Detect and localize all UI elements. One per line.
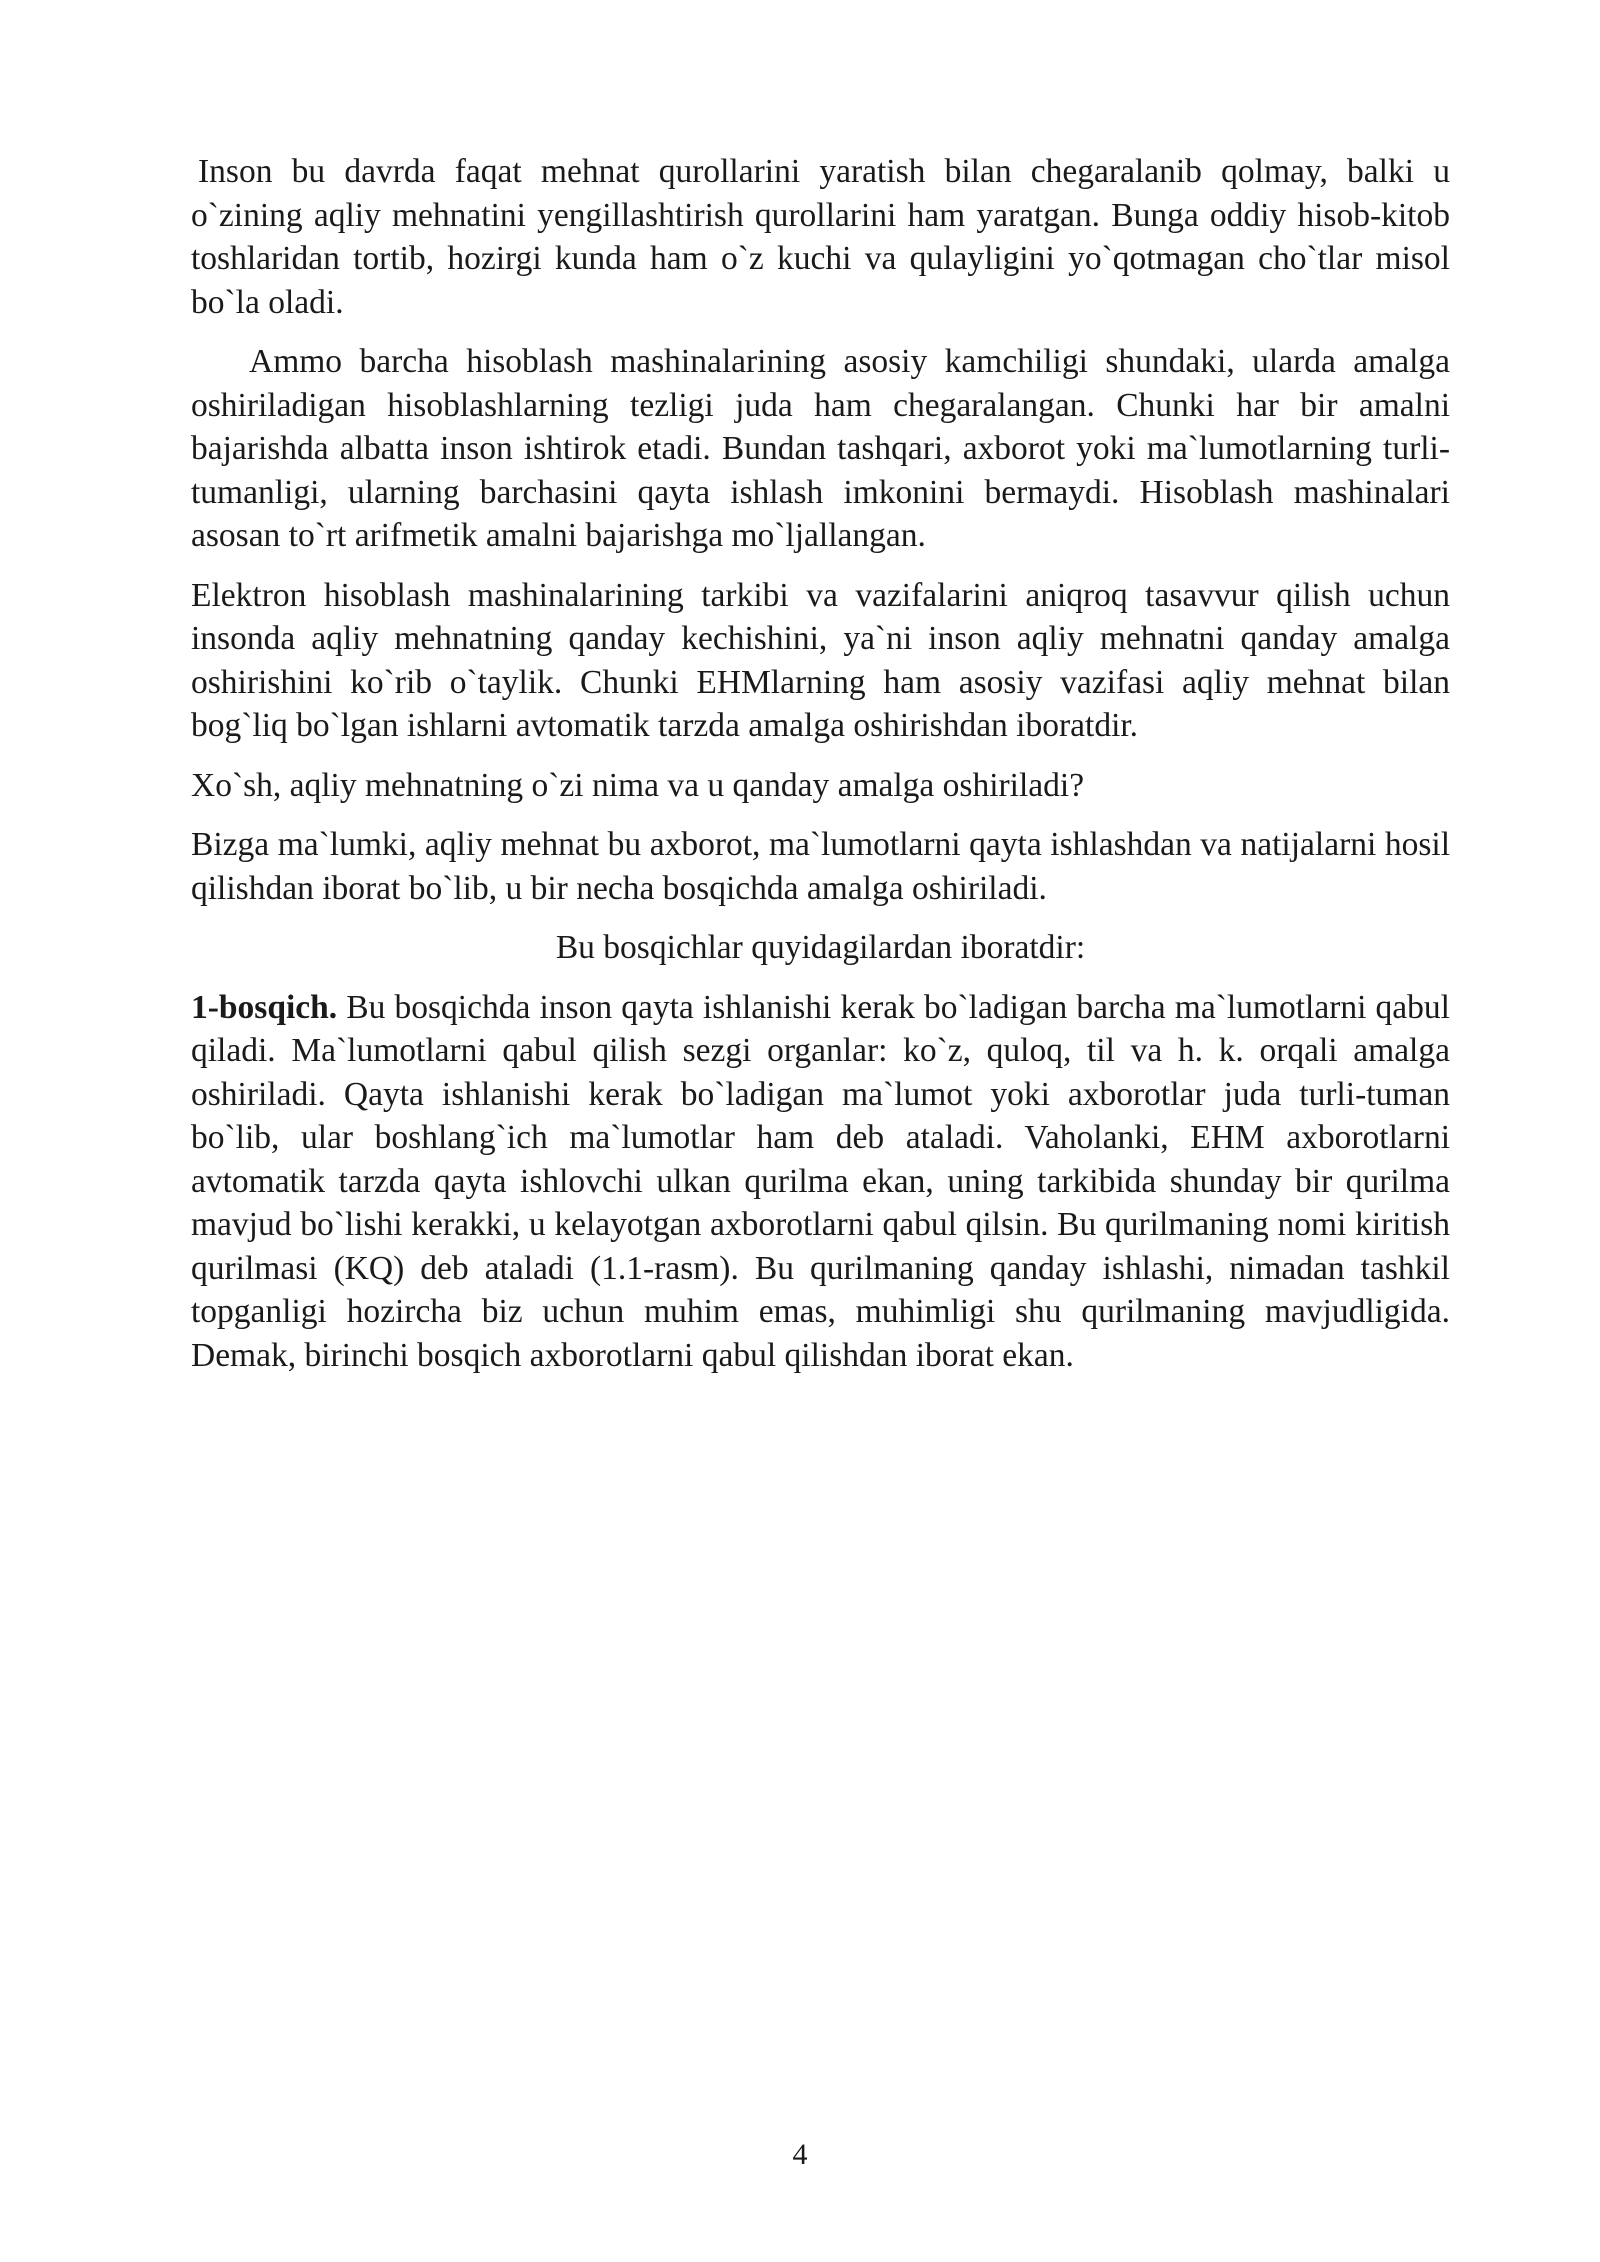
stage-1-text: Bu bosqichda inson qayta ishlanishi kerak bo`ladigan barcha ma`lumotlarni qabul qiladi. Ma`lumotlarni qabul qilish sezgi organlar: ko`z, quloq, til va h. k. orqali amalga oshiriladi. Qayta ishlanishi kerak bo`ladigan ma`lumot yoki axborotlar juda turli-tuman bo`lib, ular boshlang`ich ma`lumotlar ham deb ataladi. Vaholanki, EHM axborotlarni avtomatik tarzda qayta ishlovchi ulkan qurilma ekan, uning tarkibida shunday bir qurilma mavjud bo`lishi kerakki, u kelayotgan axborotlarni qabul qilsin. Bu qurilmaning nomi kiritish qurilmasi (KQ) deb ataladi (1.1-rasm). Bu qurilmaning qanday ishlashi, nimadan tashkil topganligi hozircha biz uchun muhim emas, muhimligi shu qurilmaning mavjudligida. Demak, birinchi bosqich axborotlarni qabul qilishdan iborat ekan.: [191, 988, 1450, 1374]
paragraph-tools-of-mental-labor: Inson bu davrda faqat mehnat qurollarini yaratish bilan chegaralanib qolmay, balki u o`zining aqliy mehnatini yengillashtirish qurollarini ham yaratgan. Bunga oddiy hisob-kitob toshlaridan tortib, hozirgi kunda ham o`z kuchi va qulayligini yo`qotmagan cho`tlar misol bo`la oladi.: [191, 153, 1450, 321]
paragraph-calculating-machines-drawback: Ammo barcha hisoblash mashinalarining asosiy kamchiligi shundaki, ularda amalga oshiriladigan hisoblashlarning tezligi juda ham chegaralangan. Chunki har bir amalni bajarishda albatta inson ishtirok etadi. Bundan tashqari, axborot yoki ma`lumotlarning turli-tumanligi, ularning barchasini qayta ishlash imkonini bermaydi. Hisoblash mashinalari asosan to`rt arifmetik amalni bajarishga mo`ljallangan.: [191, 343, 1450, 554]
paragraph-stage-1: [191, 986, 1450, 1378]
paragraph-question: Xo`sh, aqliy mehnatning o`zi nima va u qanday amalga oshiriladi?: [191, 766, 1085, 804]
paragraph-mental-labor-definition: Bizga ma`lumki, aqliy mehnat bu axborot, ma`lumotlarni qayta ishlashdan va natijalarni hosil qilishdan iborat bo`lib, u bir necha bosqichda amalga oshiriladi.: [191, 826, 1450, 907]
page-number: 4: [792, 2138, 808, 2171]
body-text: [191, 150, 1450, 1393]
stage-1-label: 1-bosqich.: [191, 988, 338, 1026]
paragraph-ehm-composition: Elektron hisoblash mashinalarining tarkibi va vazifalarini aniqroq tasavvur qilish uchun insonda aqliy mehnatning qanday kechishini, ya`ni inson aqliy mehnatni qanday amalga oshirishini ko`rib o`taylik. Chunki EHMlarning ham asosiy vazifasi aqliy mehnat bilan bog`liq bo`lgan ishlarni avtomatik tarzda amalga oshirishdan iboratdir.: [191, 576, 1450, 744]
paragraph-stages-heading: Bu bosqichlar quyidagilardan iboratdir:: [555, 929, 1086, 966]
